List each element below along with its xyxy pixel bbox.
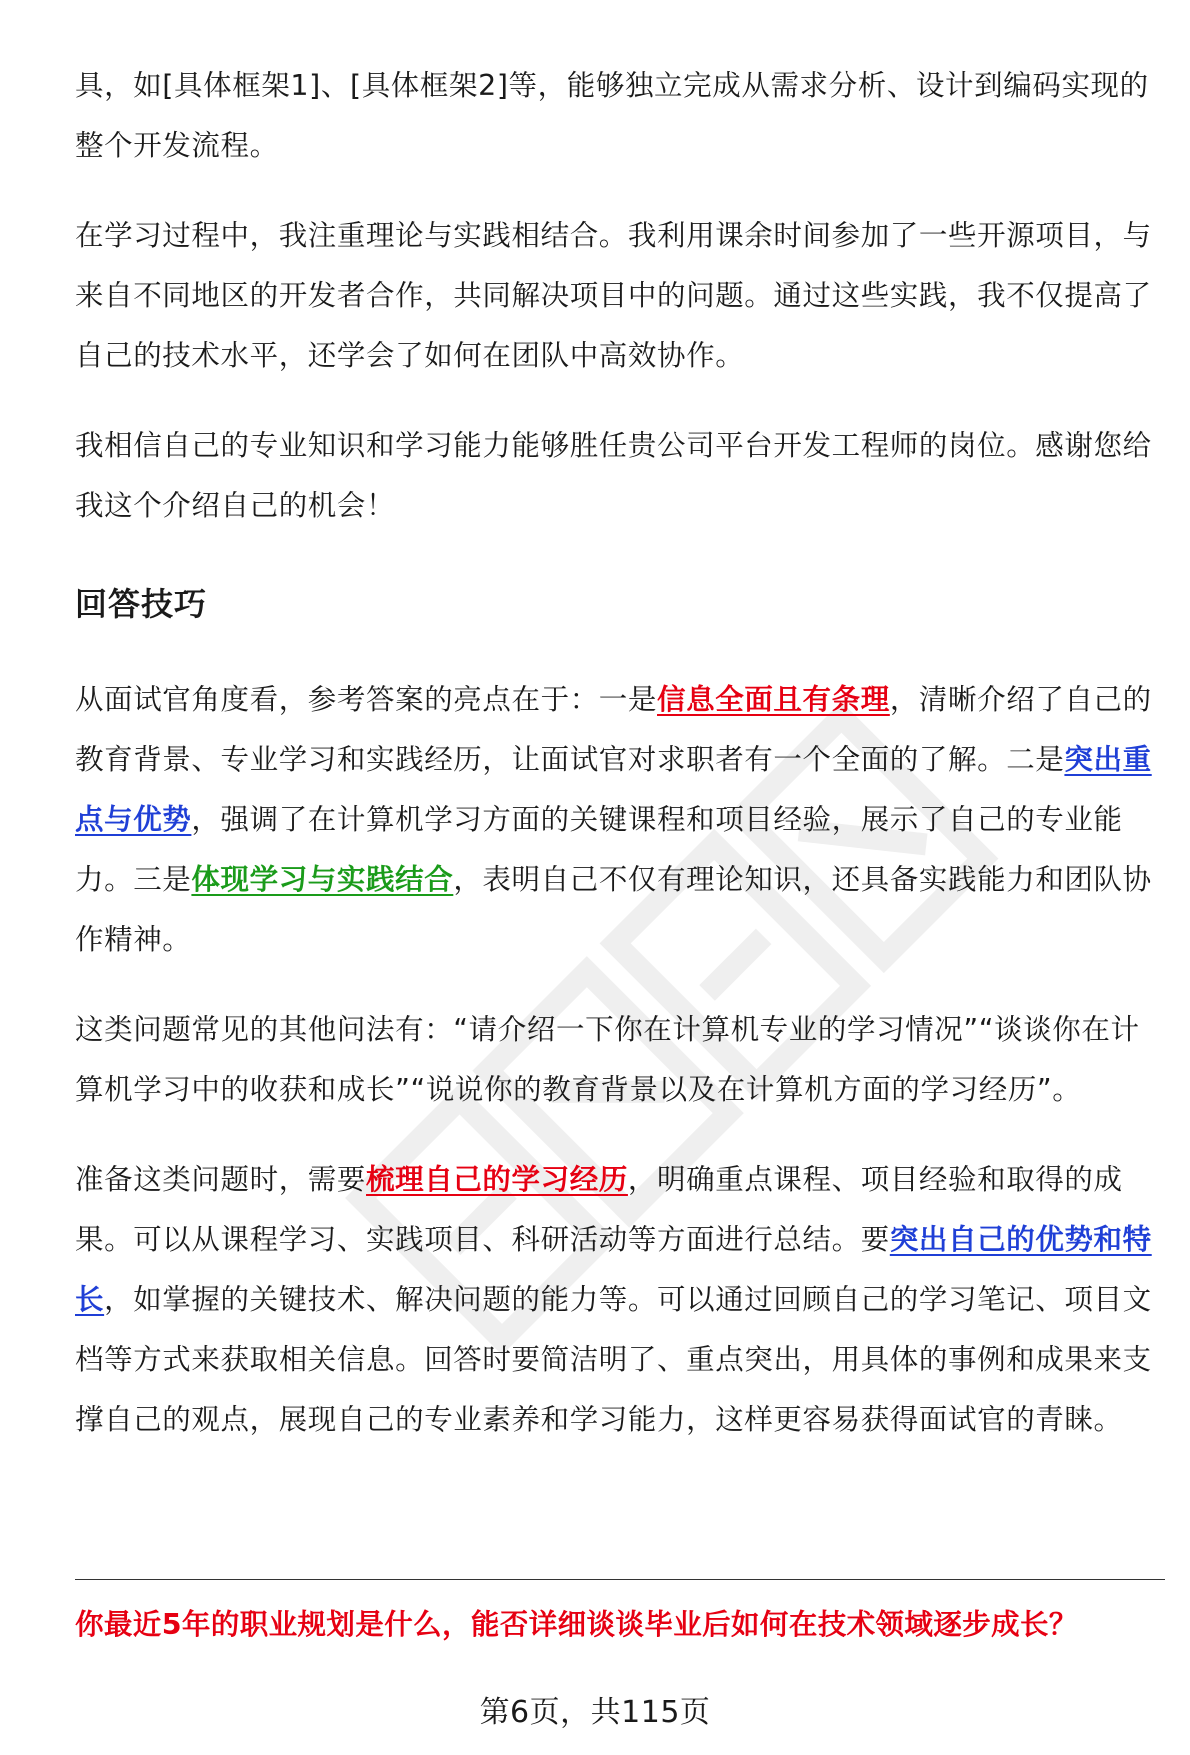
highlight-strengths: 突出重点与优势 <box>75 743 1152 836</box>
tips-text-2: ，清晰介绍了自己的教育背景、专业学习和实践经历，让面试官对求职者有一个全面的了解。二是 <box>75 683 1152 776</box>
next-question-heading: 你最近5年的职业规划是什么，能否详细谈谈毕业后如何在技术领域逐步成长？ <box>75 1608 1078 1641</box>
prep-text-2: ，明确重点课程、项目经验和取得的成果。可以从课程学习、实践项目、科研活动等方面进行总结。要 <box>75 1163 1123 1256</box>
prep-text-3: ，如掌握的关键技术、解决问题的能力等。可以通过回顾自己的学习笔记、项目文档等方式来获取相关信息。回答时要简洁明了、重点突出，用具体的事例和成果来支撑自己的观点，展现自己的专业素养和学习能力，这样更容易获得面试官的青睐。 <box>75 1283 1152 1436</box>
tips-text-3: ，强调了在计算机学习方面的关键课程和项目经验，展示了自己的专业能力。三是 <box>75 803 1123 896</box>
paragraph-closing: 我相信自己的专业知识和学习能力能够胜任贵公司平台开发工程师的岗位。感谢您给我这个介绍自己的机会！ <box>75 429 1152 522</box>
paragraph-practice: 在学习过程中，我注重理论与实践相结合。我利用课余时间参加了一些开源项目，与来自不同地区的开发者合作，共同解决项目中的问题。通过这些实践，我不仅提高了自己的技术水平，还学会了如何在团队中高效协作。 <box>75 219 1152 372</box>
section-title: 回答技巧 <box>75 585 208 623</box>
page-number: 第6页，共115页 <box>479 1695 711 1730</box>
tips-text-4: ，表明自己不仅有理论知识，还具备实践能力和团队协作精神。 <box>75 863 1152 956</box>
tips-text-1: 从面试官角度看，参考答案的亮点在于：一是 <box>75 683 658 716</box>
highlight-sort-experience: 梳理自己的学习经历 <box>366 1163 628 1196</box>
highlight-practice: 体现学习与实践结合 <box>191 863 454 896</box>
highlight-advantages: 突出自己的优势和特长 <box>75 1223 1152 1316</box>
highlight-comprehensive: 信息全面且有条理 <box>657 683 890 716</box>
prep-text-1: 准备这类问题时，需要 <box>75 1163 367 1196</box>
section-divider <box>75 1579 1165 1580</box>
document-body <box>75 56 1165 1480</box>
paragraph-intro-continued: 具，如[具体框架1]、[具体框架2]等，能够独立完成从需求分析、设计到编码实现的整个开发流程。 <box>75 69 1149 162</box>
paragraph-tips <box>75 670 1165 970</box>
paragraph-preparation <box>75 1150 1165 1450</box>
paragraph-variants: 这类问题常见的其他问法有：“请介绍一下你在计算机专业的学习情况”“谈谈你在计算机学习中的收获和成长”“说说你的教育背景以及在计算机方面的学习经历”。 <box>75 1013 1140 1106</box>
